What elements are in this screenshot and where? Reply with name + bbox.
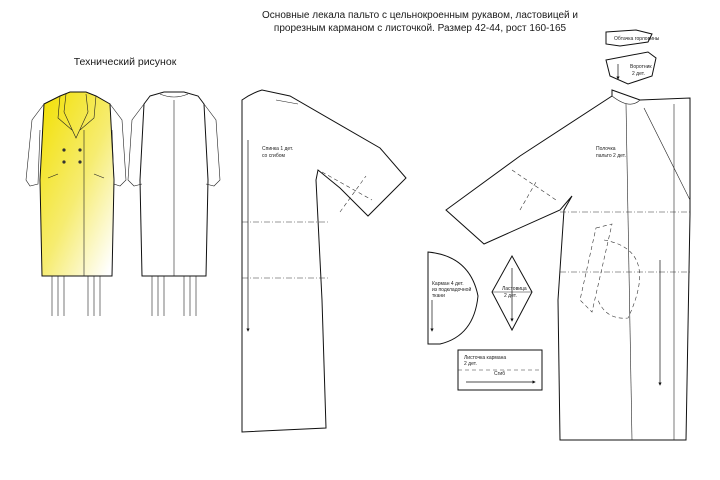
collar-label-1: Воротник: [630, 64, 652, 70]
button-icon: [78, 148, 81, 151]
legs-sketch-back: [152, 276, 196, 316]
sheet-title-line-2: прорезным карманом с листочкой. Размер 42-44, рост 160-165: [273, 22, 567, 34]
pocket-welt-label-2: 2 дет.: [464, 361, 477, 367]
back-piece-label-2: со сгибом: [262, 153, 285, 159]
button-icon: [78, 160, 81, 163]
pocket-welt-label-1: Листочка кармана: [464, 355, 507, 361]
coat-back-sketch: [128, 92, 220, 316]
back-piece-label-1: Спинка 1 дет.: [262, 146, 294, 152]
gusset-label-2: 2 дет.: [504, 293, 517, 299]
back-neck-facing-piece: [606, 30, 660, 46]
coat-front-sketch: [26, 92, 126, 316]
sheet-title-line-1: Основные лекала пальто с цельнокроенным рукавом, ластовицей и: [262, 10, 578, 21]
front-piece-label-1: Полочка: [596, 146, 616, 152]
collar-piece: [606, 52, 656, 84]
gusset-piece: [492, 256, 532, 330]
coat-front-body: [40, 92, 114, 276]
back-piece-outline: [242, 90, 406, 432]
back-pattern-piece: [242, 90, 406, 432]
pocket-bag-label-1: Карман 4 дет.: [432, 281, 464, 287]
legs-sketch-front: [52, 276, 100, 316]
button-icon: [62, 148, 65, 151]
pocket-welt-piece: [458, 350, 542, 390]
collar-label-2: 2 дет.: [632, 71, 645, 77]
pocket-bag-label-2: из подкладочной: [432, 287, 472, 293]
back-neck-facing-label: Обтачка горловины: [614, 36, 660, 42]
gusset-label-1: Ластовица: [502, 286, 527, 292]
pocket-bag-piece: [428, 252, 478, 344]
front-piece-label-2: пальто 2 дет.: [596, 153, 626, 159]
button-icon: [62, 160, 65, 163]
pocket-welt-fold-label: Сгиб: [494, 371, 506, 377]
technical-drawing-title: Технический рисунок: [73, 56, 177, 68]
pocket-bag-label-3: ткани: [432, 293, 445, 299]
